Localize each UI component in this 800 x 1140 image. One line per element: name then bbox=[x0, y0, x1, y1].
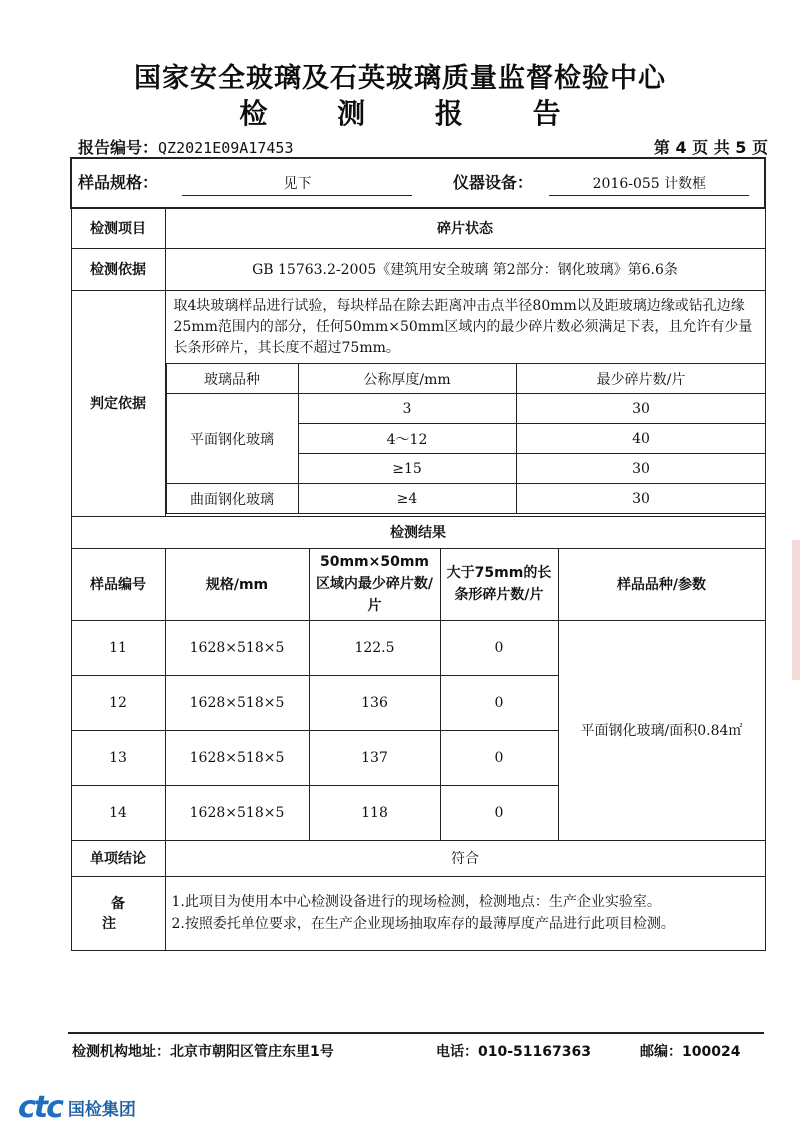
remarks-label: 备 注 bbox=[71, 876, 165, 950]
instrument-label: 仪器设备： bbox=[452, 173, 533, 192]
report-number-value: QZ2021E09A17453 bbox=[158, 139, 294, 157]
report-table bbox=[70, 157, 766, 951]
criteria-thickness: ≥15 bbox=[298, 454, 516, 484]
criteria-thickness: ≥4 bbox=[298, 484, 516, 514]
sample-spec-label: 样品规格： bbox=[78, 173, 159, 192]
report-title: 检 测 报 告 bbox=[239, 97, 591, 130]
instrument-value: 2016-055 计数框 bbox=[549, 173, 749, 196]
results-header-no: 样品编号 bbox=[71, 548, 165, 620]
report-number bbox=[78, 135, 293, 158]
test-basis-label: 检测依据 bbox=[71, 248, 165, 290]
result-no: 14 bbox=[71, 785, 165, 840]
conclusion-value: 符合 bbox=[165, 840, 765, 876]
result-long: 0 bbox=[440, 620, 558, 675]
result-variety: 平面钢化玻璃/面积0.84㎡ bbox=[558, 620, 765, 840]
footer-divider bbox=[68, 1032, 764, 1034]
test-item-label: 检测项目 bbox=[71, 208, 165, 248]
conclusion-label: 单项结论 bbox=[71, 840, 165, 876]
test-item-value: 碎片状态 bbox=[165, 208, 765, 248]
criteria-header-min: 最少碎片数/片 bbox=[516, 364, 765, 394]
seal-edge-mark bbox=[792, 540, 800, 680]
criteria-label: 判定依据 bbox=[71, 290, 165, 516]
ctc-logo-icon: ctc bbox=[18, 1090, 62, 1125]
result-spec: 1628×518×5 bbox=[165, 620, 309, 675]
criteria-min: 40 bbox=[516, 424, 765, 454]
test-basis-value: GB 15763.2-2005《建筑用安全玻璃 第2部分：钢化玻璃》第6.6条 bbox=[165, 248, 765, 290]
result-spec: 1628×518×5 bbox=[165, 675, 309, 730]
result-no: 12 bbox=[71, 675, 165, 730]
result-min: 118 bbox=[309, 785, 440, 840]
criteria-description: 取4块玻璃样品进行试验，每块样品在除去距离冲击点半径80mm以及距玻璃边缘或钻孔边缘25mm范围内的部分，任何50mm×50mm区域内的最少碎片数必须满足下表，且允许有少量长条形碎片，其长度不超过75mm。 bbox=[173, 298, 753, 356]
company-logo bbox=[18, 1090, 136, 1125]
footer-postcode: 邮编：100024 bbox=[640, 1044, 741, 1060]
criteria-flat-label: 平面钢化玻璃 bbox=[166, 394, 298, 484]
result-min: 137 bbox=[309, 730, 440, 785]
result-spec: 1628×518×5 bbox=[165, 785, 309, 840]
criteria-table bbox=[166, 363, 766, 514]
remark-line: 1.此项目为使用本中心检测设备进行的现场检测，检测地点：生产企业实验室。 bbox=[171, 894, 661, 910]
result-min: 136 bbox=[309, 675, 440, 730]
criteria-header-variety: 玻璃品种 bbox=[166, 364, 298, 394]
result-no: 11 bbox=[71, 620, 165, 675]
result-no: 13 bbox=[71, 730, 165, 785]
result-long: 0 bbox=[440, 785, 558, 840]
company-name: 国检集团 bbox=[67, 1100, 136, 1120]
result-spec: 1628×518×5 bbox=[165, 730, 309, 785]
results-title: 检测结果 bbox=[71, 516, 765, 548]
results-header-long: 大于75mm的长条形碎片数/片 bbox=[440, 548, 558, 620]
result-long: 0 bbox=[440, 675, 558, 730]
footer-phone: 电话：010-51167363 bbox=[436, 1044, 591, 1060]
criteria-cell bbox=[165, 290, 765, 516]
result-long: 0 bbox=[440, 730, 558, 785]
remark-line: 2.按照委托单位要求，在生产企业现场抽取库存的最薄厚度产品进行此项目检测。 bbox=[171, 916, 675, 932]
criteria-thickness: 3 bbox=[298, 394, 516, 424]
org-title: 国家安全玻璃及石英玻璃质量监督检验中心 bbox=[134, 63, 666, 94]
page-info: 第 4 页 共 5 页 bbox=[653, 138, 768, 157]
report-number-label: 报告编号： bbox=[78, 138, 159, 157]
result-min: 122.5 bbox=[309, 620, 440, 675]
criteria-thickness: 4～12 bbox=[298, 424, 516, 454]
results-header-spec: 规格/mm bbox=[165, 548, 309, 620]
spec-row bbox=[71, 158, 765, 208]
sample-spec-value: 见下 bbox=[182, 173, 412, 196]
remarks-cell bbox=[165, 876, 765, 950]
footer-address: 检测机构地址：北京市朝阳区管庄东里1号 bbox=[72, 1044, 334, 1060]
criteria-min: 30 bbox=[516, 454, 765, 484]
criteria-curved-label: 曲面钢化玻璃 bbox=[166, 484, 298, 514]
results-header-variety: 样品品种/参数 bbox=[558, 548, 765, 620]
results-header-min: 50mm×50mm区域内最少碎片数/片 bbox=[309, 548, 440, 620]
criteria-min: 30 bbox=[516, 394, 765, 424]
table-row bbox=[71, 620, 765, 675]
criteria-header-thickness: 公称厚度/mm bbox=[298, 364, 516, 394]
criteria-min: 30 bbox=[516, 484, 765, 514]
